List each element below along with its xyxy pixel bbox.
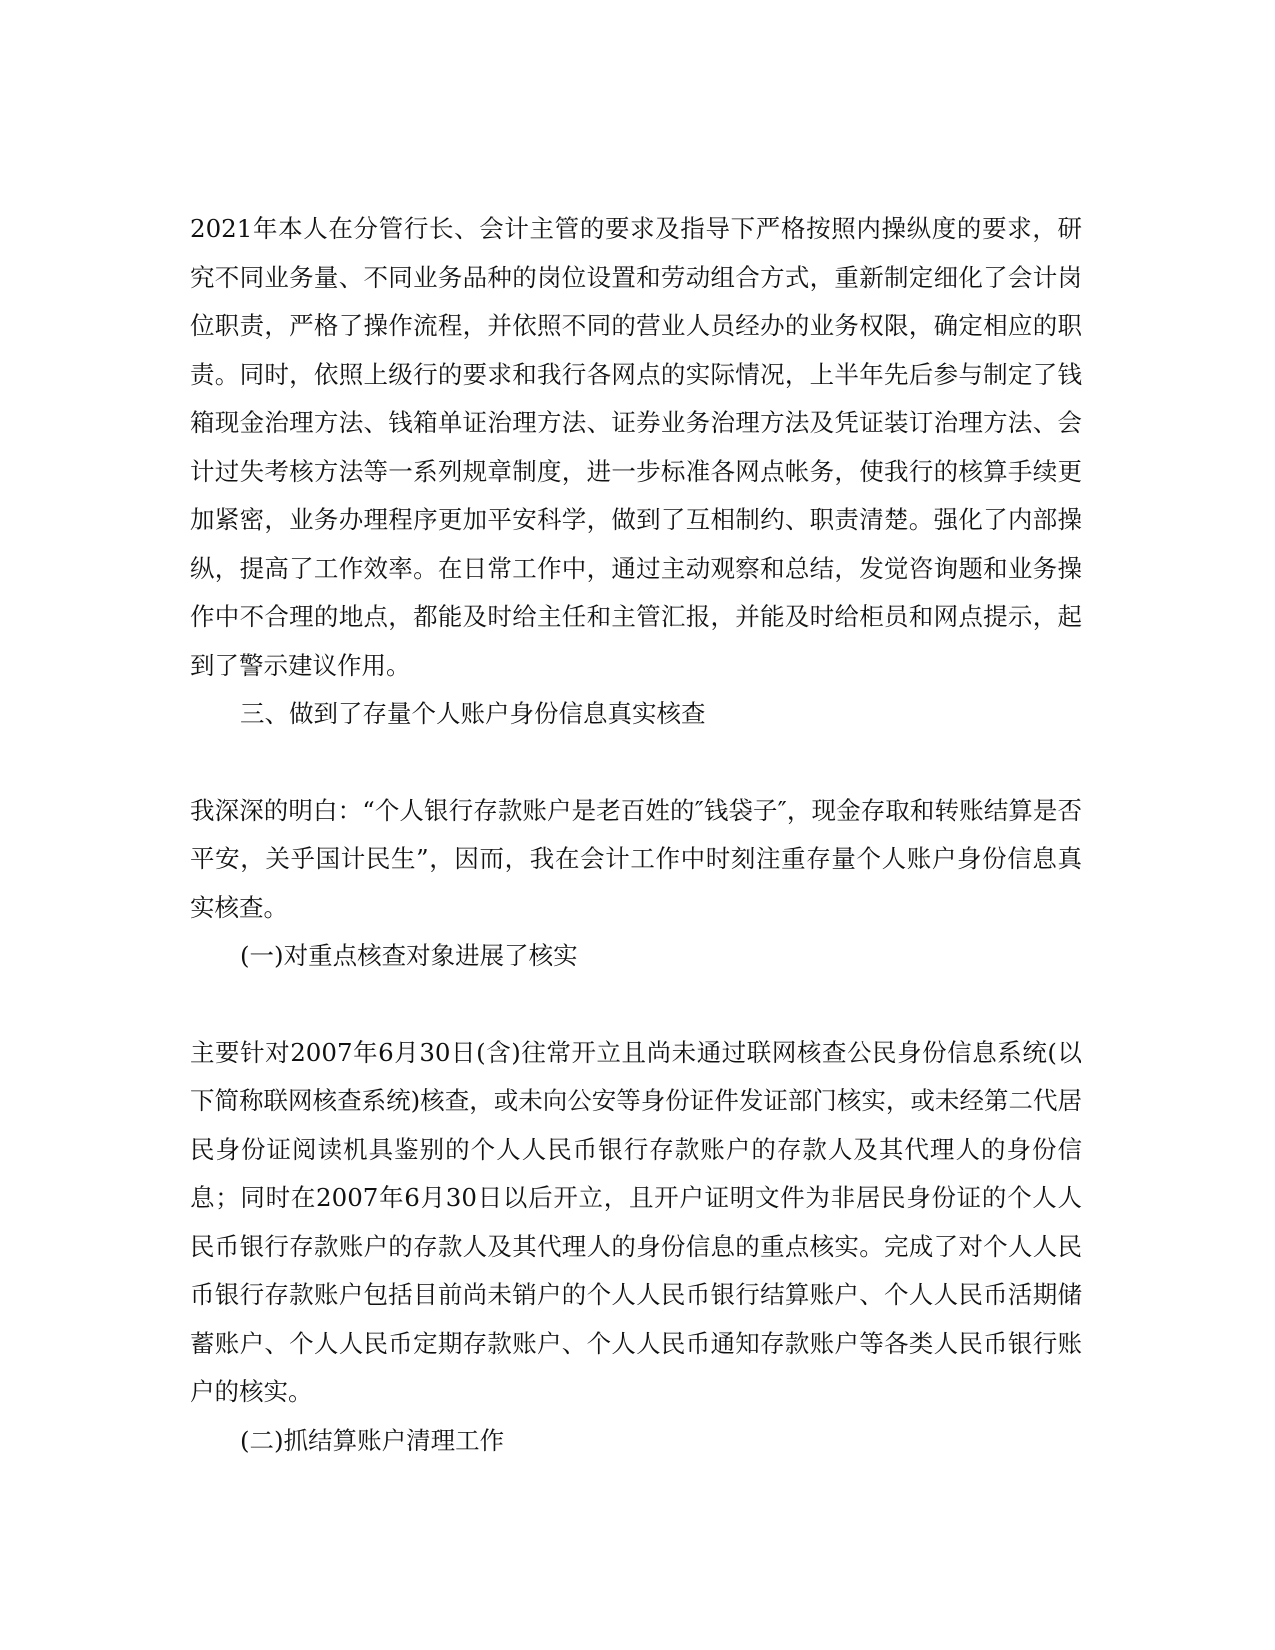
body-paragraph-3: 主要针对2007年6月30日(含)往常开立且尚未通过联网核查公民身份信息系统(以下简称联网核查系统)核查，或未向公安等身份证件发证部门核实，或未经第二代居民身份证阅读机具鉴别的个人人民币银行存款账户的存款人及其代理人的身份信息；同时在2007年6月30日以后开立，且开户证明文件为非居民身份证的个人人民币银行存款账户的存款人及其代理人的身份信息的重点核实。完成了对个人人民币银行存款账户包括目前尚未销户的个人人民币银行结算账户、个人人民币活期储蓄账户、个人人民币定期存款账户、个人人民币通知存款账户等各类人民币银行账户的核实。 xyxy=(190,1037,1082,1406)
subsection-heading-2: (二)抓结算账户清理工作 xyxy=(240,1425,505,1455)
body-paragraph-1: 2021年本人在分管行长、会计主管的要求及指导下严格按照内操纵度的要求，研究不同业务量、不同业务品种的岗位设置和劳动组合方式，重新制定细化了会计岗位职责，严格了操作流程，并依照不同的营业人员经办的业务权限，确定相应的职责。同时，依照上级行的要求和我行各网点的实际情况，上半年先后参与制定了钱箱现金治理方法、钱箱单证治理方法、证券业务治理方法及凭证装订治理方法、会计过失考核方法等一系列规章制度，进一步标准各网点帐务，使我行的核算手续更加紧密，业务办理程序更加平安科学，做到了互相制约、职责清楚。强化了内部操纵，提高了工作效率。在日常工作中，通过主动观察和总结，发觉咨询题和业务操作中不合理的地点，都能及时给主任和主管汇报，并能及时给柜员和网点提示，起到了警示建议作用。 xyxy=(190,214,1082,680)
document-body xyxy=(190,205,1082,1465)
subsection-heading-1: (一)对重点核查对象进展了核实 xyxy=(240,941,578,970)
body-paragraph-2: 我深深的明白：“个人银行存款账户是老百姓的″钱袋子″，现金存取和转账结算是否平安，关乎国计民生”，因而，我在会计工作中时刻注重存量个人账户身份信息真实核查。 xyxy=(190,795,1082,922)
section-heading-3: 三、做到了存量个人账户身份信息真实核查 xyxy=(240,699,706,728)
